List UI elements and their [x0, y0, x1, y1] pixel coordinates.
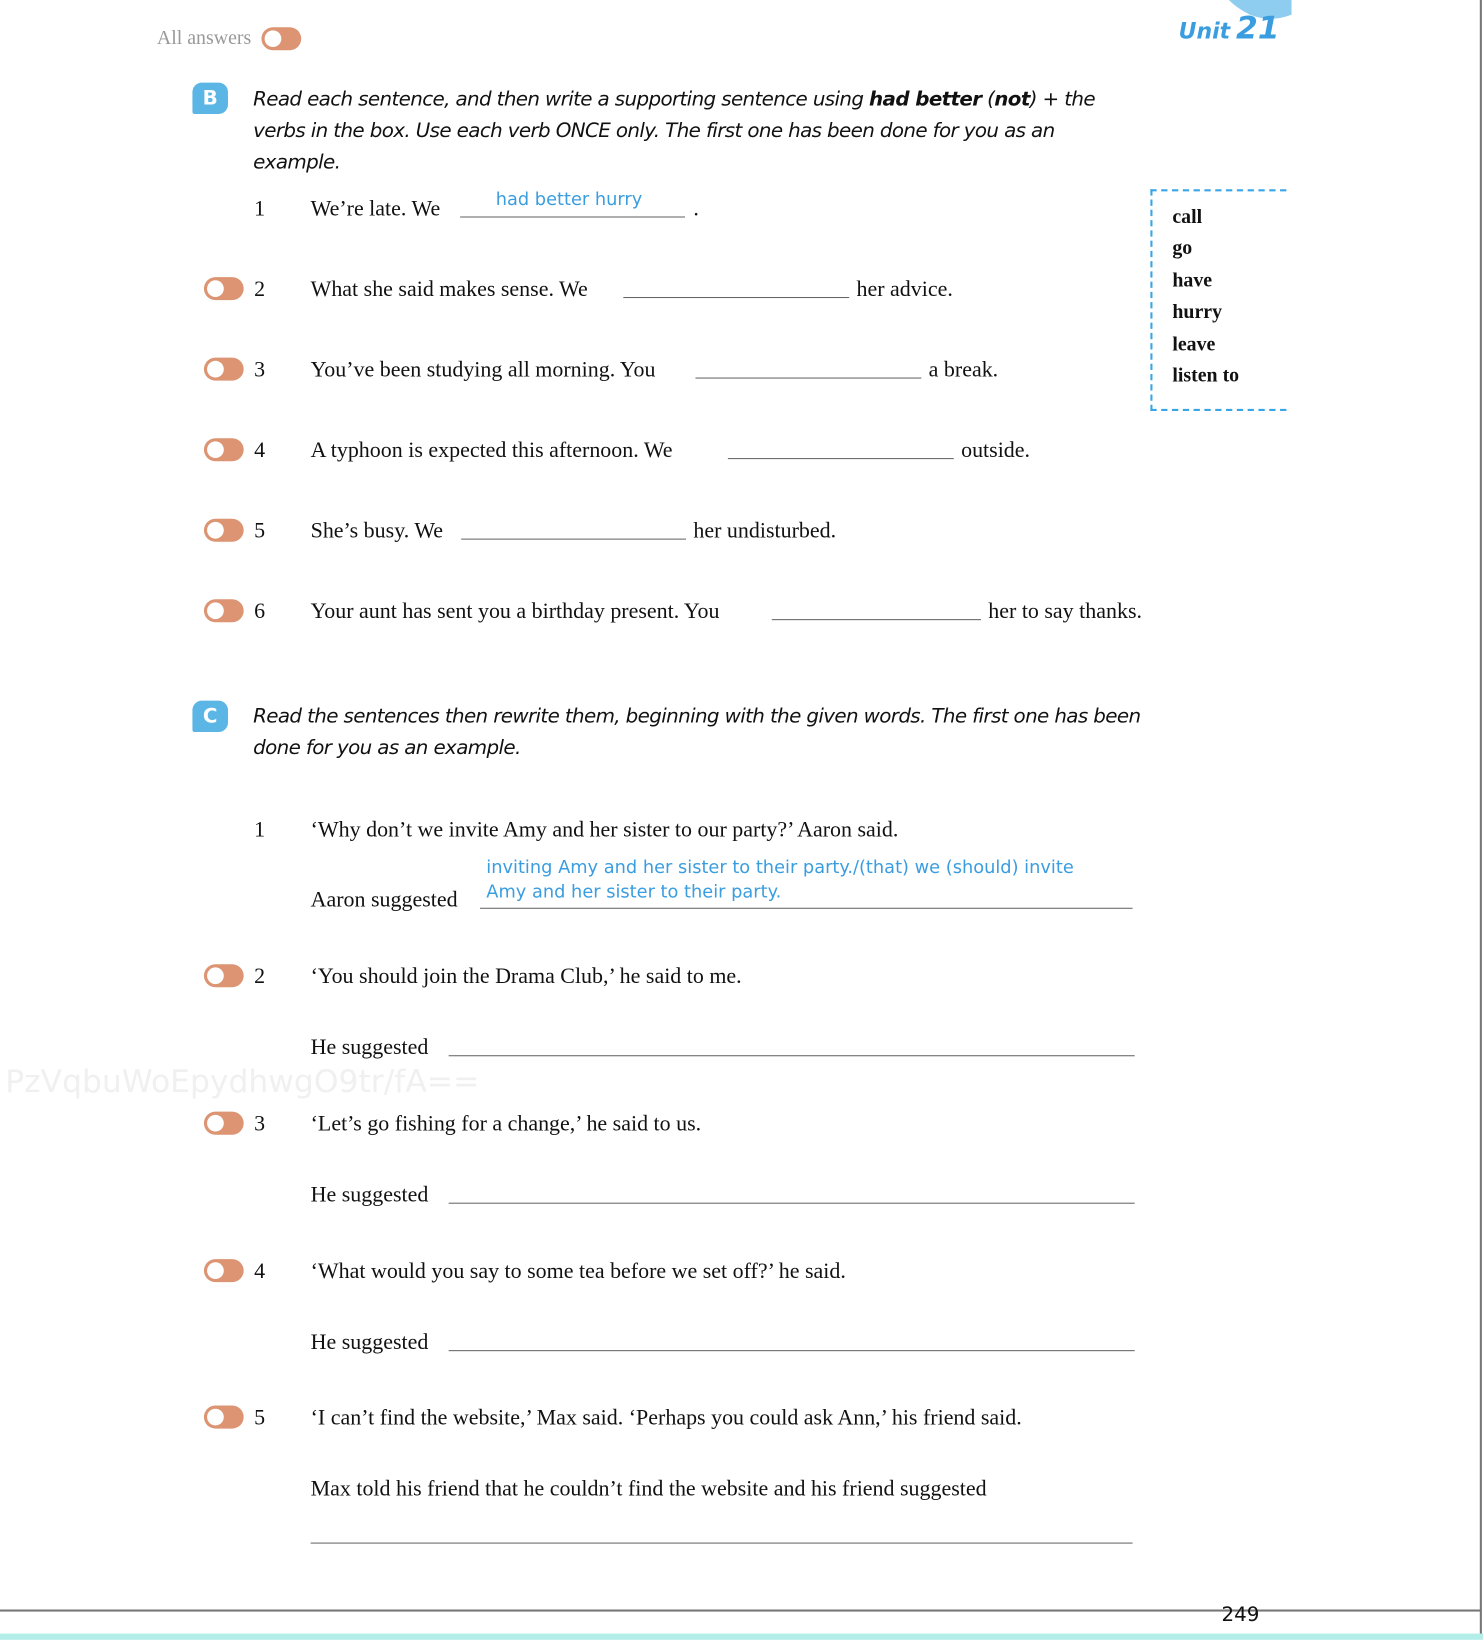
sentence: ‘Why don’t we invite Amy and her sister to our party?’ Aaron said. [310, 816, 899, 842]
item-number: 5 [254, 517, 266, 543]
answer-toggle[interactable] [204, 277, 244, 300]
verb-box-item: listen to [1172, 364, 1240, 387]
item-number: 2 [254, 276, 266, 302]
sentence-after: . [693, 195, 699, 221]
item-number: 5 [254, 1404, 266, 1430]
sentence-after: outside. [961, 437, 1031, 463]
answer-text: Amy and her sister to their party. [486, 881, 782, 903]
answer-blank[interactable] [623, 297, 849, 298]
answer-toggle[interactable] [204, 964, 244, 987]
rewrite-prompt: Max told his friend that he couldn’t find the website and his friend suggested [310, 1475, 987, 1501]
answer-blank[interactable] [461, 539, 686, 540]
section-b-badge: B [192, 83, 228, 114]
sentence-after: her advice. [856, 276, 953, 302]
answer-toggle[interactable] [204, 1406, 244, 1429]
verb-box-item: hurry [1172, 301, 1223, 324]
item-number: 4 [254, 1258, 266, 1284]
item-number: 6 [254, 598, 266, 624]
sentence-before: She’s busy. We [310, 517, 444, 543]
page-number: 249 [1221, 1603, 1260, 1627]
answer-blank[interactable] [728, 458, 954, 459]
item-number: 3 [254, 1110, 266, 1136]
sentence-after: a break. [928, 356, 999, 382]
instruction-text: Read each sentence, and then write a supporting sentence using [253, 87, 870, 111]
item-number: 3 [254, 356, 266, 382]
verb-box-item: call [1172, 206, 1203, 228]
unit-title [1179, 10, 1280, 47]
section-c-instruction: Read the sentences then rewrite them, beginning with the given words. The first one has been done for you as an example. [253, 704, 1141, 760]
answer-blank[interactable] [695, 378, 921, 379]
answer-blank[interactable] [772, 619, 981, 620]
verb-box-item: go [1172, 237, 1193, 260]
answer-toggle[interactable] [204, 1259, 244, 1282]
sentence-before: We’re late. We [310, 195, 441, 221]
sentence-after: her to say thanks. [988, 598, 1142, 624]
answer-blank[interactable] [449, 1055, 1135, 1056]
page-border-right [1480, 0, 1482, 1639]
answer-blank[interactable] [449, 1350, 1135, 1351]
sentence-before: Your aunt has sent you a birthday present. You [310, 598, 720, 624]
sentence-before: You’ve been studying all morning. You [310, 356, 656, 382]
rewrite-prompt: He suggested [310, 1034, 429, 1060]
answer-blank[interactable] [460, 216, 685, 217]
sentence: ‘I can’t find the website,’ Max said. ‘Perhaps you could ask Ann,’ his friend said. [310, 1404, 1022, 1430]
answer-toggle[interactable] [204, 519, 244, 542]
unit-number: 21 [1235, 10, 1280, 48]
answer-blank[interactable] [480, 908, 1133, 909]
instruction-bold: had better [869, 87, 982, 111]
watermark: PzVqbuWoEpydhwgO9tr/fA== [5, 1063, 480, 1101]
sentence: ‘You should join the Drama Club,’ he said to me. [310, 963, 742, 989]
item-number: 2 [254, 963, 266, 989]
answer-blank[interactable] [311, 1543, 1133, 1544]
instruction-text: ) + the verbs in the box. Use each verb ONCE only. The first one has been done for you as an example. [253, 87, 1095, 174]
sentence: ‘Let’s go fishing for a change,’ he said to us. [310, 1110, 702, 1136]
answer-toggle[interactable] [204, 438, 244, 461]
verb-box-item: have [1172, 269, 1213, 292]
answer-blank[interactable] [449, 1203, 1135, 1204]
sentence-after: her undisturbed. [693, 517, 837, 543]
instruction-text: ( [981, 87, 995, 111]
all-answers-toggle[interactable] [261, 27, 301, 50]
sentence: ‘What would you say to some tea before we set off?’ he said. [310, 1258, 846, 1284]
item-number: 1 [254, 816, 266, 842]
sentence-before: A typhoon is expected this afternoon. We [310, 437, 673, 463]
rewrite-prompt: Aaron suggested [310, 886, 458, 912]
answer-text: had better hurry [495, 189, 643, 211]
unit-label: Unit [1178, 18, 1231, 44]
section-c-badge: C [192, 701, 228, 732]
instruction-bold: not [994, 87, 1030, 111]
item-number: 1 [254, 195, 266, 221]
item-number: 4 [254, 437, 266, 463]
section-b-instruction [253, 84, 1142, 178]
rewrite-prompt: He suggested [310, 1181, 429, 1207]
rewrite-prompt: He suggested [310, 1329, 429, 1355]
sentence-before: What she said makes sense. We [310, 276, 588, 302]
answer-toggle[interactable] [204, 358, 244, 381]
answer-toggle[interactable] [204, 599, 244, 622]
verb-box-item: leave [1172, 333, 1216, 356]
answer-toggle[interactable] [204, 1112, 244, 1135]
all-answers-label: All answers [156, 27, 252, 50]
answer-text: inviting Amy and her sister to their party./(that) we (should) invite [486, 857, 1074, 879]
